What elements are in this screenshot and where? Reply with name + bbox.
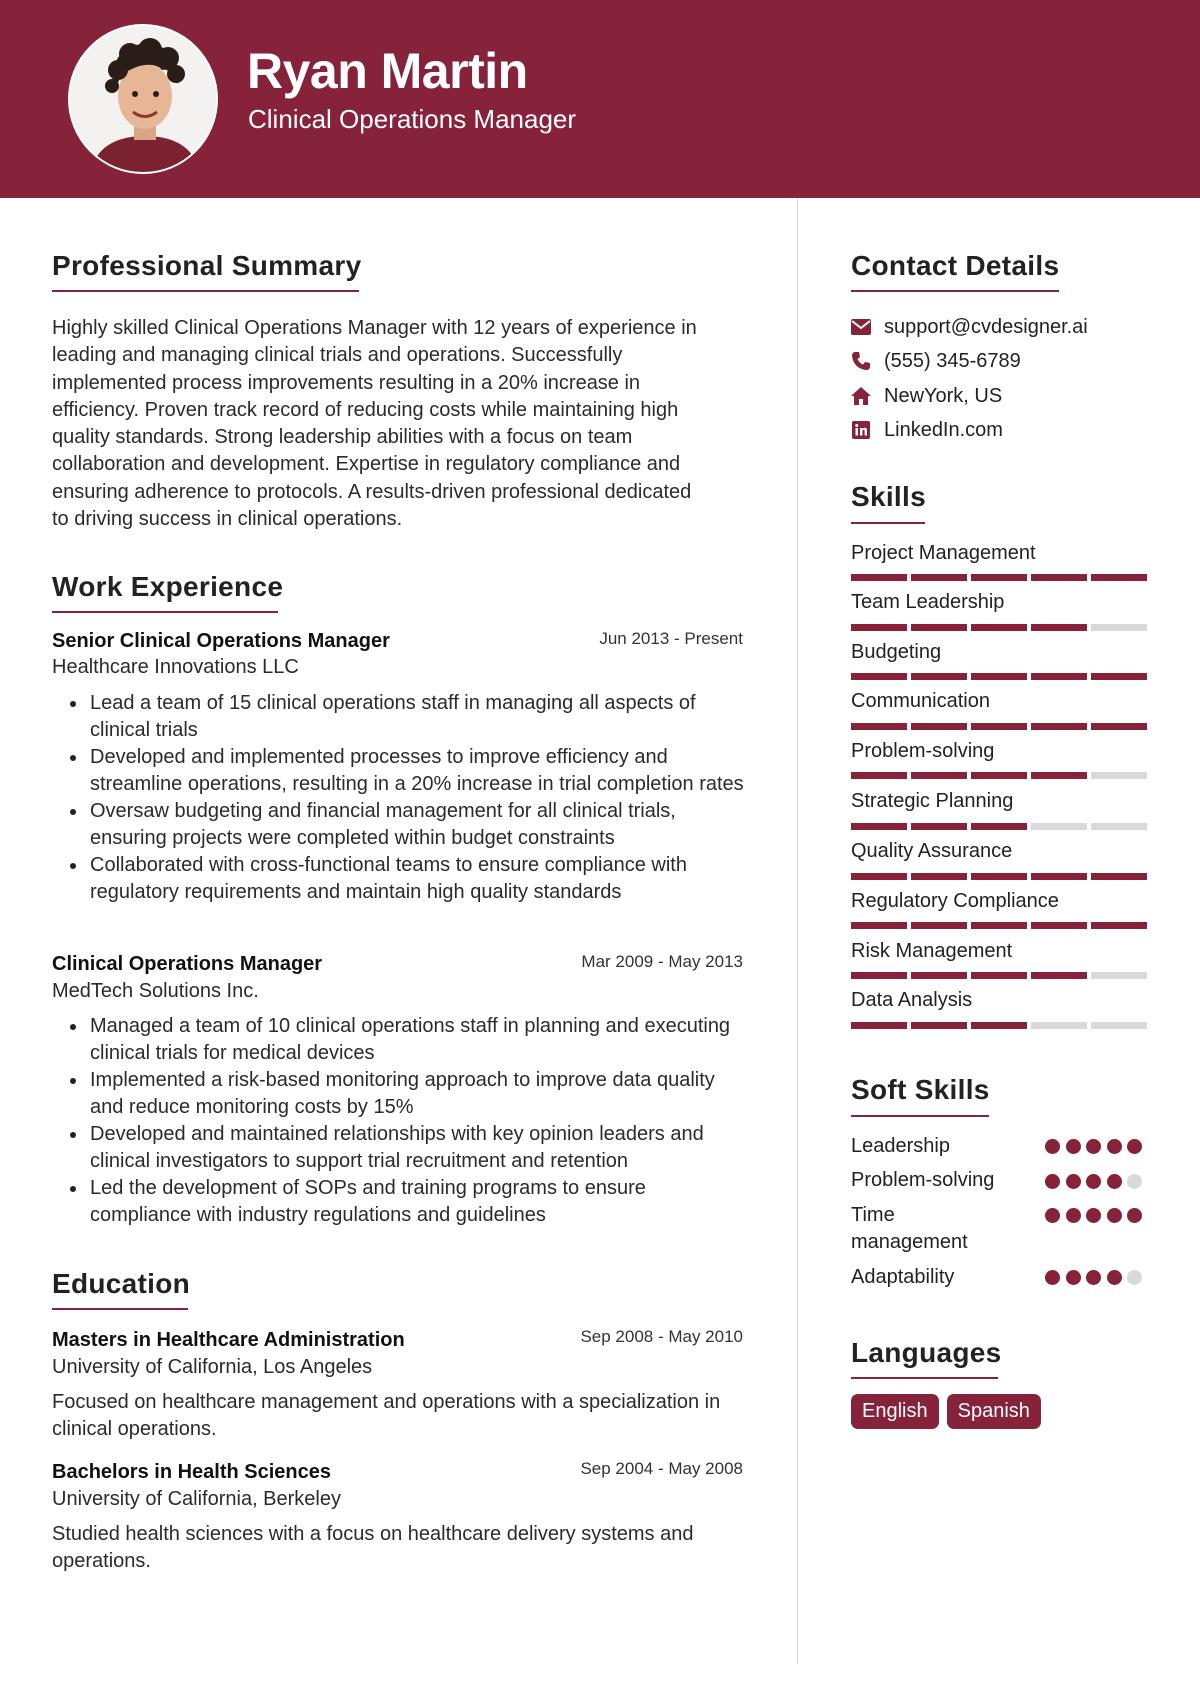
- rating-dot: [1066, 1139, 1081, 1154]
- list-item: Managed a team of 10 clinical operations staff in planning and executing clinical trials for medical devices: [52, 1013, 752, 1067]
- skill-bar-segment: [1091, 873, 1147, 880]
- soft-skill-rating: [1045, 1174, 1148, 1189]
- rating-dot: [1045, 1174, 1060, 1189]
- job-title: Clinical Operations Manager: [52, 953, 323, 975]
- skill-bar-segment: [1091, 922, 1147, 929]
- language-badge: English: [851, 1394, 939, 1429]
- skill-bar-segment: [1031, 574, 1087, 581]
- candidate-title: Clinical Operations Manager: [248, 104, 577, 134]
- skill-bar-segment: [971, 873, 1027, 880]
- school-name: University of California, Berkeley: [52, 1488, 341, 1510]
- contact-linkedin-text: LinkedIn.com: [884, 418, 1003, 441]
- skill-bar-segment: [851, 624, 907, 631]
- rating-dot: [1045, 1208, 1060, 1223]
- skill-rating-bar: [851, 772, 1147, 779]
- list-item: Collaborated with cross-functional teams to ensure compliance with regulatory requirements and maintain high quality standards: [52, 852, 752, 906]
- list-item: Led the development of SOPs and training programs to ensure compliance with industry regulations and guidelines: [52, 1175, 752, 1229]
- skill-bar-segment: [971, 624, 1027, 631]
- skill-bar-segment: [1031, 823, 1087, 830]
- skill-rating-bar: [851, 873, 1147, 880]
- language-badge: Spanish: [947, 1394, 1041, 1429]
- summary-line: ensuring adherence to protocols. A results-driven professional dedicated: [52, 480, 692, 503]
- skill-bar-segment: [851, 922, 907, 929]
- rating-dot: [1045, 1270, 1060, 1285]
- soft-skills-underline: [851, 1115, 989, 1117]
- soft-skills-heading: Soft Skills: [851, 1074, 990, 1105]
- rating-dot: [1127, 1139, 1142, 1154]
- school-name: University of California, Los Angeles: [52, 1356, 373, 1378]
- rating-dot: [1107, 1208, 1122, 1223]
- skill-name: Regulatory Compliance: [851, 890, 1059, 912]
- soft-skill-name: Problem-solving: [851, 1169, 995, 1191]
- skills-heading: Skills: [851, 481, 926, 512]
- rating-dot: [1066, 1174, 1081, 1189]
- list-item: Implemented a risk-based monitoring approach to improve data quality and reduce monitoring costs by 15%: [52, 1067, 752, 1121]
- experience-heading: Work Experience: [52, 571, 284, 602]
- skill-bar-segment: [971, 823, 1027, 830]
- skill-bar-segment: [851, 823, 907, 830]
- skill-bar-segment: [851, 673, 907, 680]
- job-company: MedTech Solutions Inc.: [52, 980, 259, 1002]
- list-item: Developed and implemented processes to improve efficiency and streamline operations, resulting in a 20% increase in trial completion rates: [52, 744, 752, 798]
- skill-bar-segment: [851, 1022, 907, 1029]
- envelope-icon: [850, 316, 872, 338]
- skill-name: Team Leadership: [851, 591, 1005, 613]
- skill-bar-segment: [1091, 823, 1147, 830]
- soft-skill-name: Time management: [851, 1204, 968, 1253]
- candidate-name: Ryan Martin: [247, 43, 528, 99]
- skill-name: Project Management: [851, 542, 1036, 564]
- skill-bar-segment: [851, 723, 907, 730]
- skill-bar-segment: [971, 972, 1027, 979]
- skill-bar-segment: [1091, 772, 1147, 779]
- languages-heading: Languages: [851, 1337, 1002, 1368]
- languages-underline: [851, 1377, 998, 1379]
- column-divider: [797, 198, 798, 1664]
- skill-bar-segment: [911, 723, 967, 730]
- skill-bar-segment: [1031, 673, 1087, 680]
- contact-phone-text: (555) 345-6789: [884, 349, 1021, 372]
- skill-bar-segment: [1091, 1022, 1147, 1029]
- rating-dot: [1045, 1139, 1060, 1154]
- list-item: Lead a team of 15 clinical operations staff in managing all aspects of clinical trials: [52, 690, 752, 744]
- skill-bar-segment: [851, 873, 907, 880]
- home-icon: [850, 385, 872, 407]
- degree-dates: Sep 2004 - May 2008: [580, 1459, 743, 1478]
- skill-rating-bar: [851, 673, 1147, 680]
- skill-bar-segment: [971, 772, 1027, 779]
- rating-dot: [1107, 1139, 1122, 1154]
- skill-name: Quality Assurance: [851, 840, 1013, 862]
- skill-bar-segment: [1091, 723, 1147, 730]
- skill-bar-segment: [1031, 772, 1087, 779]
- summary-line: implemented process improvements resulting in a 20% increase in: [52, 371, 641, 394]
- skill-bar-segment: [911, 823, 967, 830]
- skill-bar-segment: [911, 873, 967, 880]
- skill-rating-bar: [851, 922, 1147, 929]
- skill-bar-segment: [851, 772, 907, 779]
- summary-line: quality standards. Strong leadership abilities with a focus on team: [52, 426, 633, 449]
- skill-name: Budgeting: [851, 641, 942, 663]
- skill-rating-bar: [851, 823, 1147, 830]
- rating-dot: [1066, 1270, 1081, 1285]
- skill-rating-bar: [851, 624, 1147, 631]
- rating-dot: [1066, 1208, 1081, 1223]
- rating-dot: [1107, 1270, 1122, 1285]
- skill-name: Data Analysis: [851, 989, 973, 1011]
- skill-bar-segment: [911, 1022, 967, 1029]
- skill-bar-segment: [1031, 723, 1087, 730]
- skill-rating-bar: [851, 1022, 1147, 1029]
- skill-bar-segment: [1031, 972, 1087, 979]
- skill-bar-segment: [1091, 673, 1147, 680]
- skill-rating-bar: [851, 972, 1147, 979]
- job-dates: Jun 2013 - Present: [599, 629, 743, 648]
- job-bullets: [52, 690, 752, 906]
- rating-dot: [1107, 1174, 1122, 1189]
- education-heading: Education: [52, 1268, 191, 1299]
- rating-dot: [1086, 1139, 1101, 1154]
- skill-bar-segment: [1091, 624, 1147, 631]
- contact-location-text: NewYork, US: [884, 384, 1003, 407]
- phone-icon: [850, 350, 872, 372]
- skill-bar-segment: [911, 673, 967, 680]
- language-list: [851, 1394, 1049, 1429]
- degree-dates: Sep 2008 - May 2010: [580, 1327, 743, 1346]
- rating-dot: [1086, 1270, 1101, 1285]
- skill-bar-segment: [1031, 873, 1087, 880]
- skill-name: Communication: [851, 690, 990, 712]
- skill-rating-bar: [851, 723, 1147, 730]
- rating-dot: [1127, 1208, 1142, 1223]
- skill-bar-segment: [1091, 574, 1147, 581]
- summary-line: efficiency. Proven track record of reducing costs while maintaining high: [52, 398, 679, 421]
- degree-description: Studied health sciences with a focus on healthcare delivery systems and operations.: [52, 1523, 694, 1573]
- skill-bar-segment: [971, 574, 1027, 581]
- skill-bar-segment: [1031, 624, 1087, 631]
- skill-bar-segment: [911, 972, 967, 979]
- degree-title: Masters in Healthcare Administration: [52, 1329, 405, 1351]
- summary-line: leading and managing clinical trials and operations. Successfully: [52, 344, 623, 367]
- contact-heading: Contact Details: [851, 250, 1060, 281]
- skill-name: Problem-solving: [851, 740, 995, 762]
- profile-photo-icon: [70, 26, 218, 174]
- contact-underline: [851, 290, 1059, 292]
- degree-title: Bachelors in Health Sciences: [52, 1461, 332, 1483]
- job-company: Healthcare Innovations LLC: [52, 656, 299, 678]
- skill-bar-segment: [911, 772, 967, 779]
- summary-heading: Professional Summary: [52, 250, 362, 281]
- soft-skill-name: Leadership: [851, 1135, 950, 1157]
- summary-line: Highly skilled Clinical Operations Manager with 12 years of experience in: [52, 317, 697, 339]
- list-item: Developed and maintained relationships with key opinion leaders and clinical investigators to support trial recruitment and retention: [52, 1121, 752, 1175]
- soft-skill-rating: [1045, 1139, 1148, 1154]
- skill-bar-segment: [1031, 922, 1087, 929]
- contact-email[interactable]: [850, 313, 1088, 341]
- skill-bar-segment: [851, 972, 907, 979]
- contact-phone[interactable]: [850, 347, 1021, 375]
- job-dates: Mar 2009 - May 2013: [581, 952, 743, 971]
- contact-email-text: support@cvdesigner.ai: [884, 315, 1088, 338]
- skill-bar-segment: [851, 574, 907, 581]
- rating-dot: [1127, 1174, 1142, 1189]
- soft-skill-rating: [1045, 1270, 1148, 1285]
- skill-bar-segment: [911, 922, 967, 929]
- soft-skill-rating: [1045, 1208, 1148, 1223]
- skill-name: Risk Management: [851, 940, 1013, 962]
- skill-bar-segment: [911, 574, 967, 581]
- summary-underline: [52, 290, 359, 292]
- skill-bar-segment: [911, 624, 967, 631]
- degree-description: Focused on healthcare management and operations with a specialization in clinical operations.: [52, 1391, 721, 1441]
- summary-line: collaboration and development. Expertise in regulatory compliance and: [52, 453, 681, 476]
- contact-linkedin[interactable]: [850, 416, 1003, 444]
- skill-bar-segment: [971, 1022, 1027, 1029]
- skills-underline: [851, 522, 925, 524]
- skill-name: Strategic Planning: [851, 790, 1014, 812]
- skill-bar-segment: [1031, 1022, 1087, 1029]
- soft-skill-name: Adaptability: [851, 1266, 955, 1288]
- skill-bar-segment: [971, 723, 1027, 730]
- skill-bar-segment: [971, 673, 1027, 680]
- header-banner: [0, 0, 1200, 198]
- summary-line: to driving success in clinical operations.: [52, 508, 403, 531]
- avatar: [68, 24, 218, 174]
- skill-bar-segment: [971, 922, 1027, 929]
- skill-bar-segment: [1091, 972, 1147, 979]
- job-bullets: [52, 1013, 752, 1229]
- skill-rating-bar: [851, 574, 1147, 581]
- list-item: Oversaw budgeting and financial management for all clinical trials, ensuring projects were completed within budget constraints: [52, 798, 752, 852]
- experience-underline: [52, 611, 278, 613]
- rating-dot: [1127, 1270, 1142, 1285]
- education-underline: [52, 1308, 188, 1310]
- job-title: Senior Clinical Operations Manager: [52, 630, 390, 652]
- rating-dot: [1086, 1208, 1101, 1223]
- summary-text: [52, 315, 752, 533]
- contact-location: [850, 382, 1002, 410]
- rating-dot: [1086, 1174, 1101, 1189]
- linkedin-icon: [850, 419, 872, 441]
